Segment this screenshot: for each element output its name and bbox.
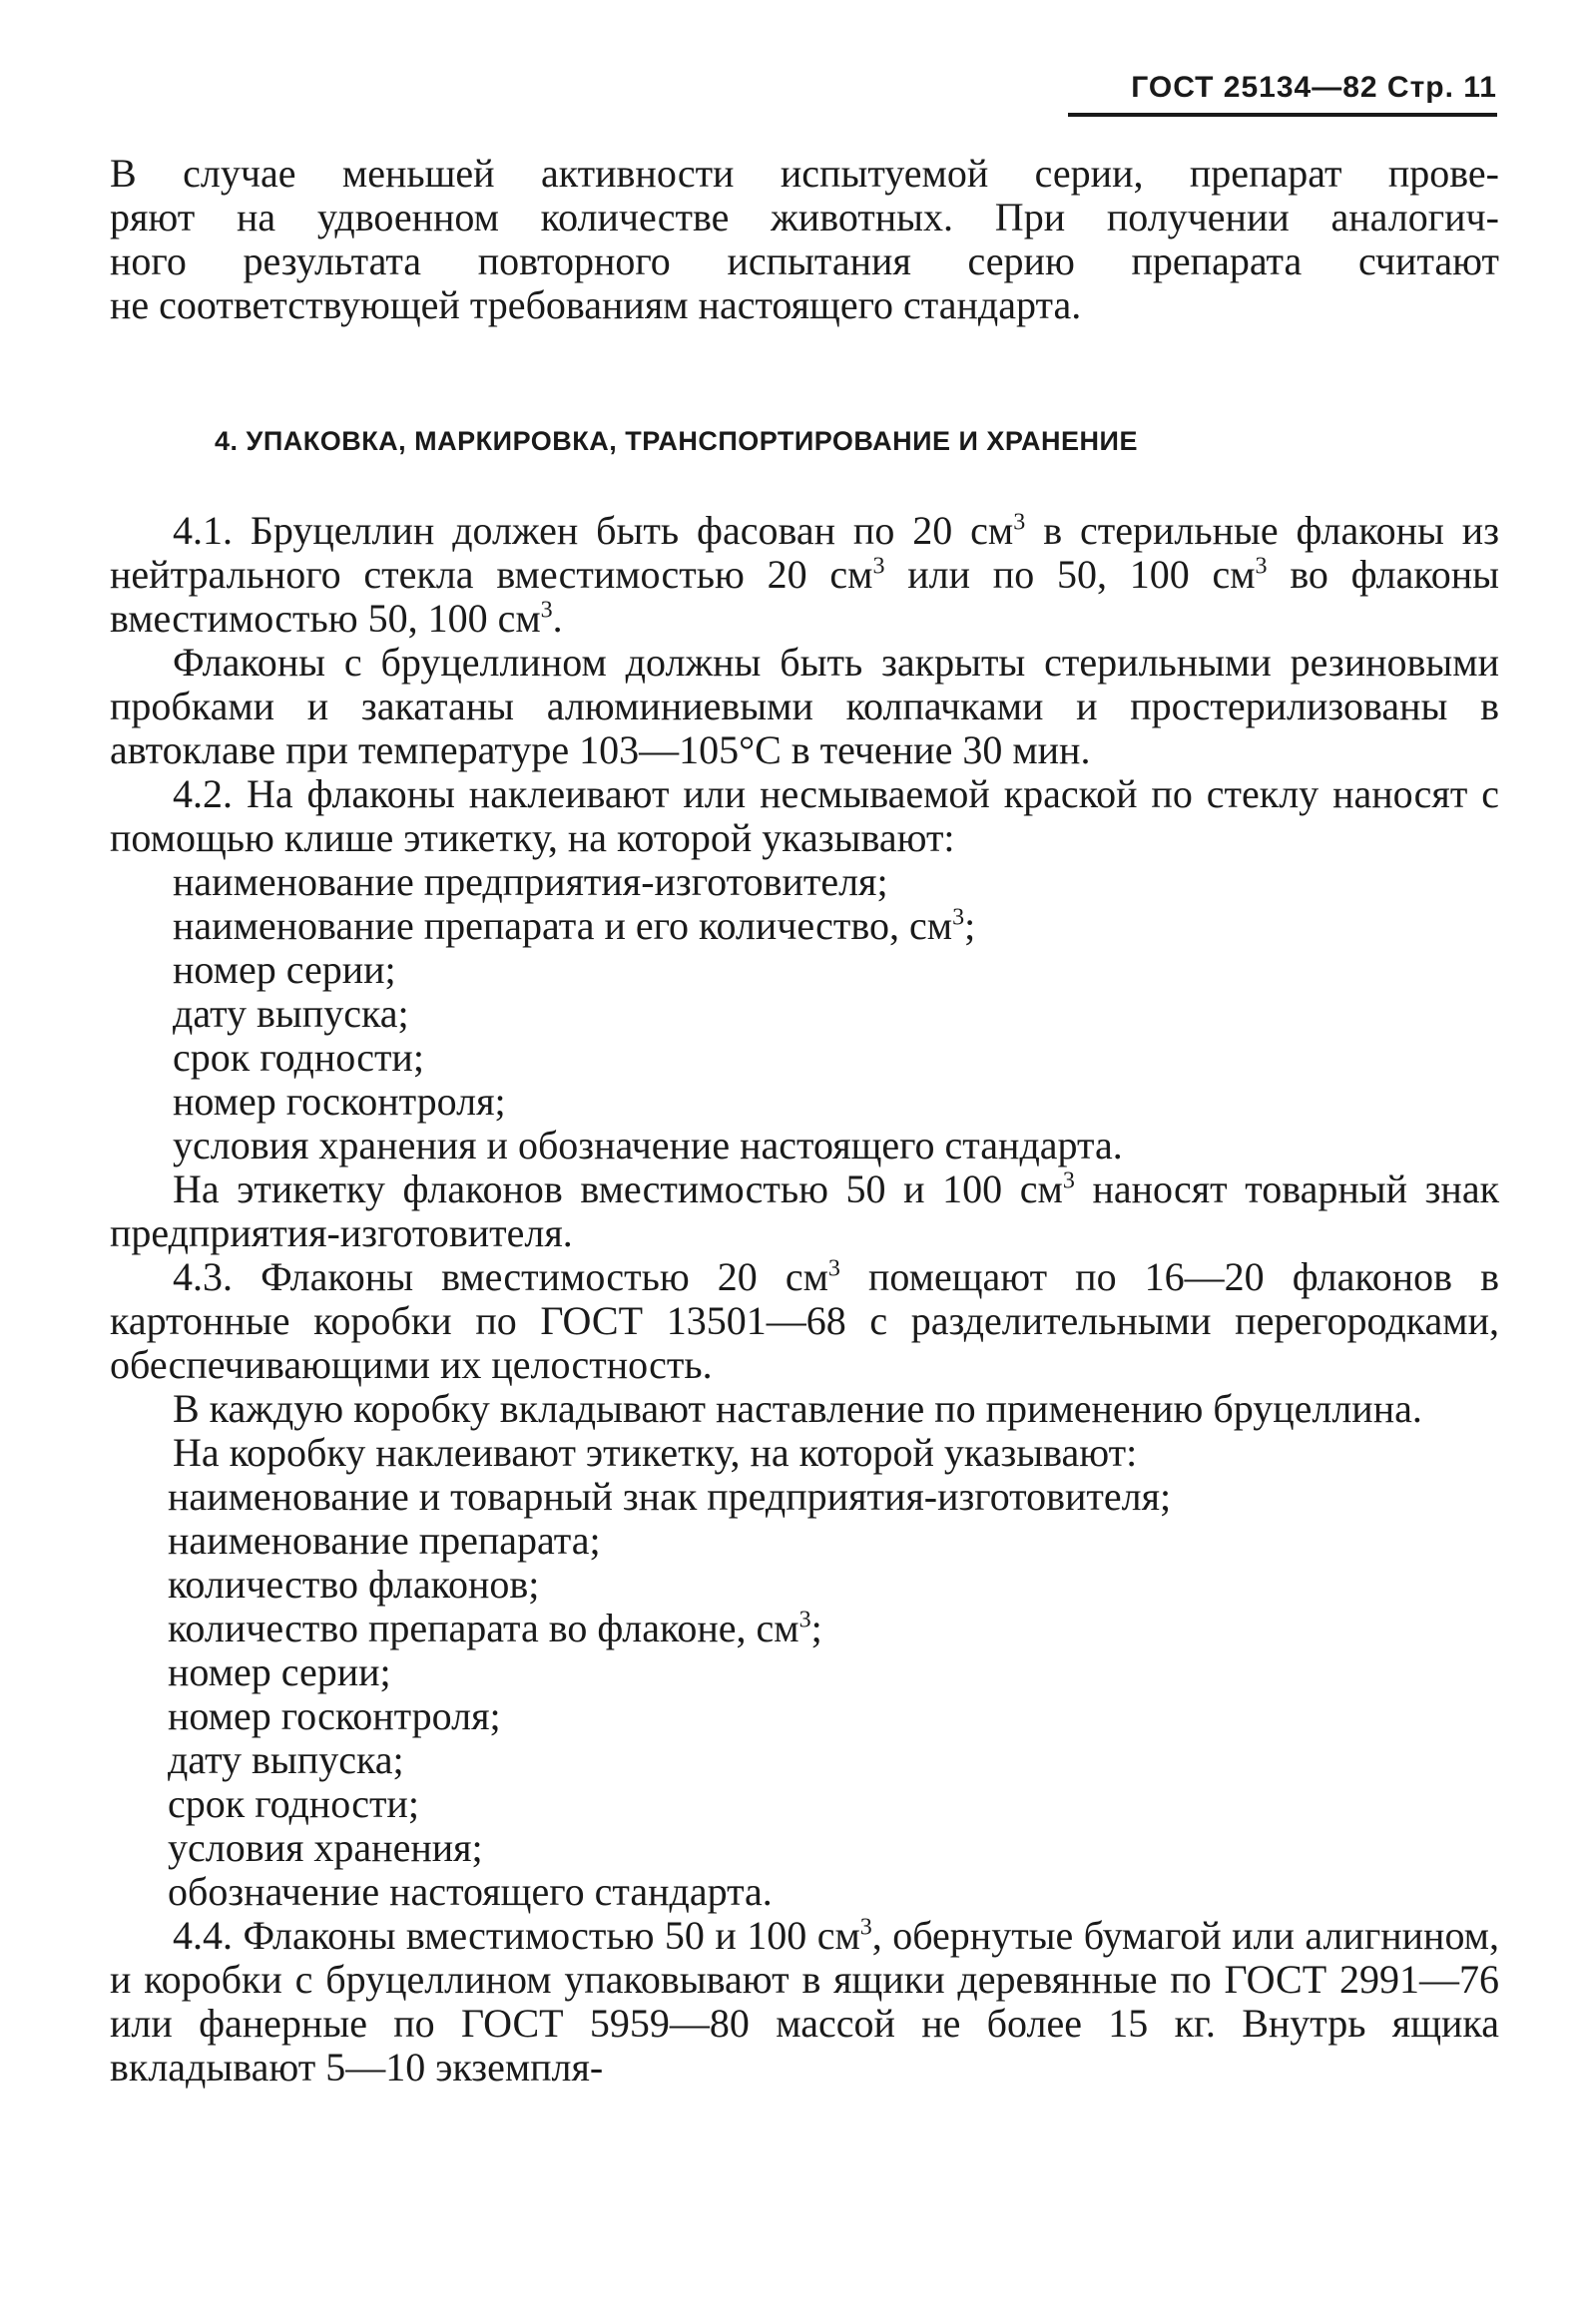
superscript: 3 — [798, 1607, 811, 1633]
paragraph-4-2-after — [110, 1167, 1499, 1255]
paragraph-4-1 — [110, 509, 1499, 641]
superscript: 3 — [827, 1255, 840, 1282]
list-item: дату выпуска; — [168, 1737, 404, 1782]
section-body — [110, 509, 1499, 2090]
list-item: номер госконтроля; — [173, 1079, 506, 1124]
paragraph-4-3-label: На коробку наклеивают этикетку, на которой указывают: — [173, 1430, 1138, 1475]
list-item: наименование предприятия-изготовителя; — [173, 859, 888, 904]
list-item-tail: ; — [810, 1606, 822, 1650]
list-item-tail: ; — [964, 903, 976, 948]
list-item: номер госконтроля; — [168, 1693, 501, 1738]
list-item: срок годности; — [168, 1781, 419, 1826]
intro-line: В случае меньшей активности испытуемой серии, препарат прове- — [110, 151, 1499, 196]
list-item: количество флаконов; — [168, 1562, 540, 1607]
list-item: наименование и товарный знак предприятия-изготовителя; — [168, 1474, 1172, 1519]
p41-text-b: в стерильные флаконы из нейтрального стекла вместимостью 20 см — [110, 508, 1500, 597]
p42-after-a: На этикетку флаконов вместимостью 50 и 100 см — [173, 1166, 1063, 1211]
p44-text-a: 4.4. Флаконы вместимостью 50 и 100 см — [173, 1913, 860, 1958]
list-item: условия хранения и обозначение настоящего стандарта. — [173, 1123, 1123, 1167]
p41-text-a: 4.1. Бруцеллин должен быть фасован по 20 см — [173, 508, 1014, 553]
intro-line: ряют на удвоенном количестве животных. При получении аналогич- — [110, 195, 1499, 239]
p43-text-b: помещают по 16—20 флаконов в картонные коробки по ГОСТ 13501—68 с разделительными перегородками, обеспечивающими их целостность. — [110, 1254, 1499, 1387]
list-item-text: наименование препарата и его количество, см — [173, 903, 953, 948]
intro-line: не соответствующей требованиям настоящего стандарта. — [110, 282, 1082, 327]
paragraph-4-3 — [110, 1255, 1499, 1387]
superscript: 3 — [540, 597, 553, 624]
list-item: срок годности; — [173, 1035, 424, 1080]
superscript: 3 — [872, 553, 885, 580]
section-title: 4. УПАКОВКА, МАРКИРОВКА, ТРАНСПОРТИРОВАНИЕ И ХРАНЕНИЕ — [215, 426, 1138, 456]
list-item — [110, 904, 1499, 948]
superscript: 3 — [1062, 1167, 1075, 1194]
intro-line: ного результата повторного испытания серию препарата считают — [110, 238, 1499, 283]
p42-after-b: наносят товарный знак предприятия-изготовителя. — [110, 1166, 1500, 1255]
page-header — [1058, 68, 1497, 108]
superscript: 3 — [952, 904, 965, 931]
paragraph-4-2: 4.2. На флаконы наклеивают или несмываемой краской по стеклу наносят с помощью клише этикетку, на которой указывают: — [110, 771, 1499, 860]
superscript: 3 — [859, 1914, 872, 1941]
list-item: наименование препарата; — [168, 1518, 601, 1563]
p41-text-c: или по 50, 100 см — [907, 552, 1256, 597]
list-item — [110, 1607, 1499, 1650]
paragraph-4-4 — [110, 1914, 1499, 2090]
p41-text-d: во флаконы вместимостью 50, 100 см — [110, 552, 1500, 641]
superscript: 3 — [1013, 509, 1026, 536]
page-label: Стр. 11 — [1386, 71, 1497, 104]
list-item: номер серии; — [173, 947, 396, 992]
superscript: 3 — [1255, 553, 1268, 580]
list-item: условия хранения; — [168, 1825, 483, 1870]
header-rule — [1068, 113, 1497, 117]
paragraph-4-3-insert: В каждую коробку вкладывают наставление по применению бруцеллина. — [173, 1386, 1422, 1431]
gost-number: ГОСТ 25134—82 — [1131, 71, 1378, 104]
list-item: номер серии; — [168, 1649, 391, 1694]
paragraph-4-1-b: Флаконы с бруцеллином должны быть закрыты стерильными резиновыми пробками и закатаны алюминиевыми колпачками и простерилизованы в автоклаве при температуре 103—105°С в течение 30 мин. — [110, 640, 1499, 772]
list-item: дату выпуска; — [173, 991, 409, 1036]
p44-text-b: , обернутые бумагой или алигнином, и коробки с бруцеллином упаковывают в ящики деревянные по ГОСТ 2991—76 или фанерные по ГОСТ 5959—80 массой не более 15 кг. Внутрь ящика вкладывают 5—10 экземпля- — [110, 1913, 1499, 2090]
p43-text-a: 4.3. Флаконы вместимостью 20 см — [173, 1254, 828, 1299]
list-item: обозначение настоящего стандарта. — [168, 1869, 773, 1914]
list-item-text: количество препарата во флаконе, см — [168, 1606, 799, 1650]
p41-text-e: . — [552, 596, 563, 641]
intro-paragraph — [110, 152, 1499, 327]
